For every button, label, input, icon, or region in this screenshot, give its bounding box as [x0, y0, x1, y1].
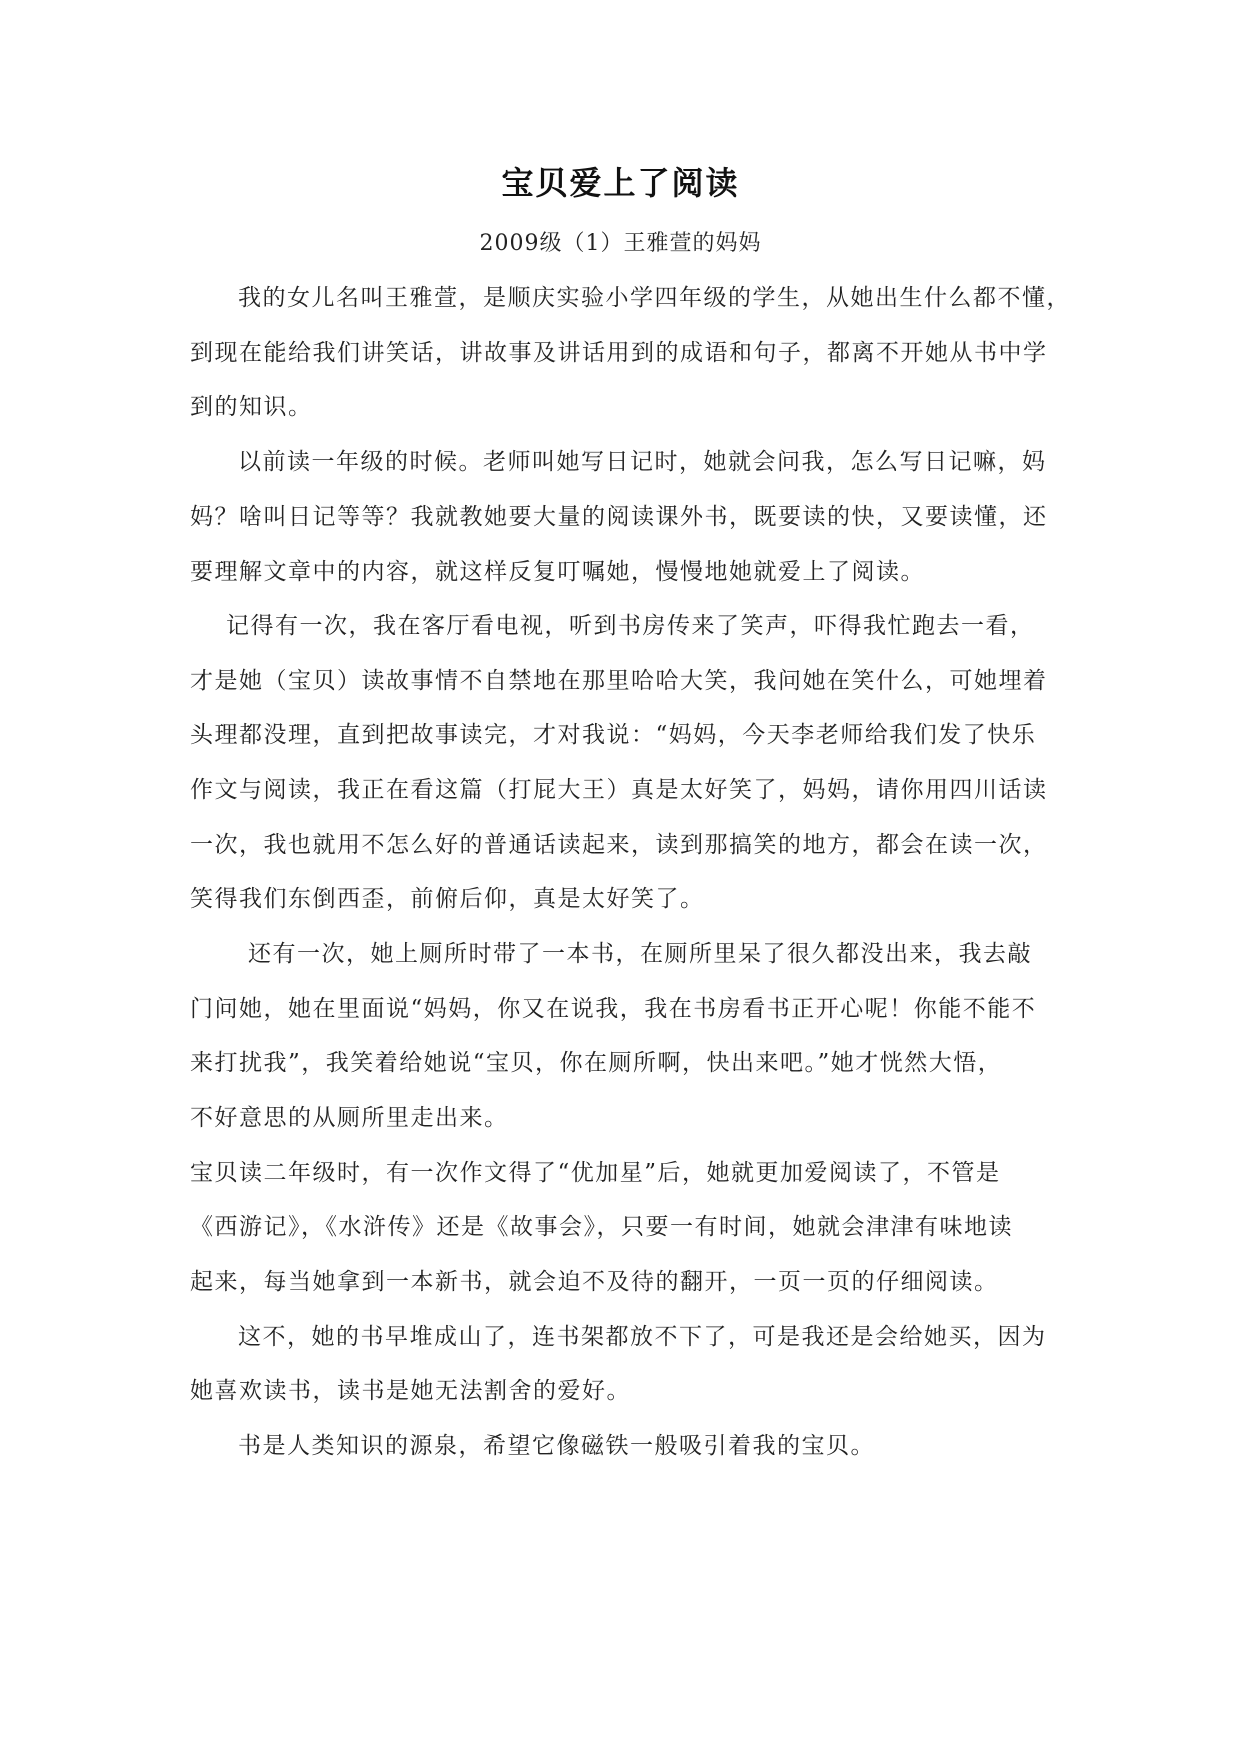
paragraph-line: 记得有一次，我在客厅看电视，听到书房传来了笑声，吓得我忙跑去一看，	[226, 613, 1035, 639]
paragraph-line: 宝贝读二年级时，有一次作文得了“优加星”后，她就更加爱阅读了，不管是	[190, 1160, 1001, 1186]
paragraph-line: 一次，我也就用不怎么好的普通话读起来，读到那搞笑的地方，都会在读一次，	[190, 832, 1048, 858]
paragraph-line: 我的女儿名叫王雅萱，是顺庆实验小学四年级的学生，从她出生什么都不懂，	[238, 285, 1071, 311]
paragraph-line: 到现在能给我们讲笑话，讲故事及讲话用到的成语和句子，都离不开她从书中学	[190, 340, 1048, 366]
paragraph-line: 这不，她的书早堆成山了，连书架都放不下了，可是我还是会给她买，因为	[238, 1324, 1047, 1350]
document-subtitle: 2009级（1）王雅萱的妈妈	[479, 231, 762, 256]
paragraph-line: 笑得我们东倒西歪，前俯后仰，真是太好笑了。	[190, 886, 705, 912]
paragraph-line: 来打扰我”，我笑着给她说“宝贝，你在厕所啊，快出来吧。”她才恍然大悟，	[190, 1050, 1003, 1076]
paragraph-line: 还有一次，她上厕所时带了一本书，在厕所里呆了很久都没出来，我去敲	[248, 941, 1032, 967]
paragraph-line: 到的知识。	[190, 394, 313, 420]
paragraph-line: 门问她，她在里面说“妈妈，你又在说我，我在书房看书正开心呢！你能不能不	[190, 996, 1037, 1022]
document-title: 宝贝爱上了阅读	[501, 164, 740, 202]
paragraph-line: 以前读一年级的时候。老师叫她写日记时，她就会问我，怎么写日记嘛，妈	[238, 449, 1047, 475]
paragraph-line: 《西游记》，《水浒传》还是《故事会》，只要一有时间，她就会津津有味地读	[190, 1214, 1013, 1240]
paragraph-line: 要理解文章中的内容，就这样反复叮嘱她，慢慢地她就爱上了阅读。	[190, 559, 925, 585]
paragraph-line: 书是人类知识的源泉，希望它像磁铁一般吸引着我的宝贝。	[238, 1433, 875, 1459]
paragraph-line: 妈？啥叫日记等等？我就教她要大量的阅读课外书，既要读的快，又要读懂，还	[190, 504, 1048, 530]
paragraph-line: 才是她（宝贝）读故事情不自禁地在那里哈哈大笑，我问她在笑什么，可她埋着	[190, 668, 1048, 694]
paragraph-line: 不好意思的从厕所里走出来。	[190, 1105, 509, 1131]
paragraph-line: 作文与阅读，我正在看这篇（打屁大王）真是太好笑了，妈妈，请你用四川话读	[190, 777, 1048, 803]
paragraph-line: 头理都没理，直到把故事读完，才对我说：“妈妈，今天李老师给我们发了快乐	[190, 722, 1037, 748]
paragraph-line: 起来，每当她拿到一本新书，就会迫不及待的翻开，一页一页的仔细阅读。	[190, 1269, 999, 1295]
paragraph-line: 她喜欢读书，读书是她无法割舍的爱好。	[190, 1378, 631, 1404]
